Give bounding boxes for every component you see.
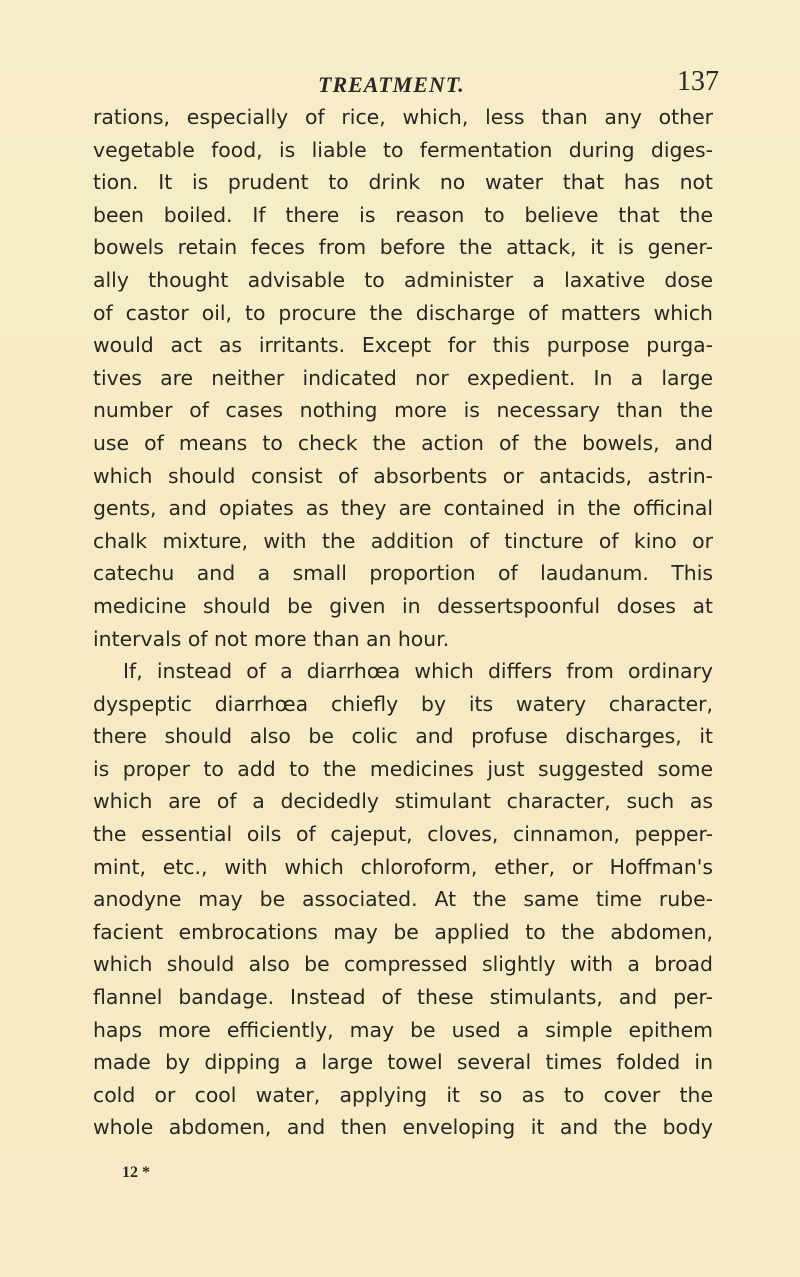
page-number: 137: [677, 66, 719, 97]
text-line: medicine should be given in dessertspoonful doses at: [93, 593, 713, 618]
text-line: number of cases nothing more is necessary than the: [93, 398, 713, 423]
body-text: [93, 101, 713, 1144]
text-line: been boiled. If there is reason to believe that the: [93, 202, 713, 227]
text-line: mint, etc., with which chloroform, ether, or Hoffman's: [93, 854, 713, 879]
text-line: rations, especially of rice, which, less than any other: [93, 105, 713, 129]
text-line: dyspeptic diarrhœa chiefly by its watery character,: [93, 691, 713, 716]
text-line: vegetable food, is liable to fermentation during diges-: [93, 137, 713, 162]
text-line: which are of a decidedly stimulant character, such as: [93, 789, 713, 814]
text-line: gents, and opiates as they are contained in the officinal: [93, 496, 713, 521]
text-line: cold or cool water, applying it so as to cover the: [93, 1082, 713, 1107]
text-line: haps more efficiently, may be used a simple epithem: [93, 1017, 713, 1042]
text-line: made by dipping a large towel several times folded in: [93, 1050, 713, 1075]
text-line: tion. It is prudent to drink no water that has not: [93, 170, 713, 195]
text-line: the essential oils of cajeput, cloves, cinnamon, pepper-: [93, 822, 713, 847]
text-line: ally thought advisable to administer a laxative dose: [93, 267, 713, 292]
text-line: flannel bandage. Instead of these stimulants, and per-: [93, 985, 713, 1010]
text-line: bowels retain feces from before the attack, it is gener-: [93, 235, 713, 260]
page-header: [0, 58, 800, 98]
text-line: which should consist of absorbents or antacids, astrin-: [93, 463, 713, 488]
text-line: use of means to check the action of the bowels, and: [93, 430, 713, 455]
text-line: of castor oil, to procure the discharge of matters which: [93, 300, 713, 325]
running-head: TREATMENT.: [318, 72, 465, 97]
text-line: there should also be colic and profuse discharges, it: [93, 724, 713, 749]
text-line: chalk mixture, with the addition of tincture of kino or: [93, 528, 713, 553]
text-line: catechu and a small proportion of laudanum. This: [93, 561, 713, 586]
text-line: would act as irritants. Except for this purpose purga-: [93, 333, 713, 358]
text-line: whole abdomen, and then enveloping it and the body: [93, 1115, 713, 1140]
text-line: If, instead of a diarrhœa which differs from ordinary: [123, 659, 713, 684]
signature-mark: 12 *: [122, 1164, 150, 1181]
text-line: tives are neither indicated nor expedient. In a large: [93, 365, 713, 390]
text-line: anodyne may be associated. At the same time rube-: [93, 887, 713, 912]
text-line: facient embrocations may be applied to the abdomen,: [93, 919, 713, 944]
text-line: intervals of not more than an hour.: [93, 626, 450, 651]
text-line: which should also be compressed slightly with a broad: [93, 952, 713, 977]
text-line: is proper to add to the medicines just suggested some: [93, 756, 713, 781]
